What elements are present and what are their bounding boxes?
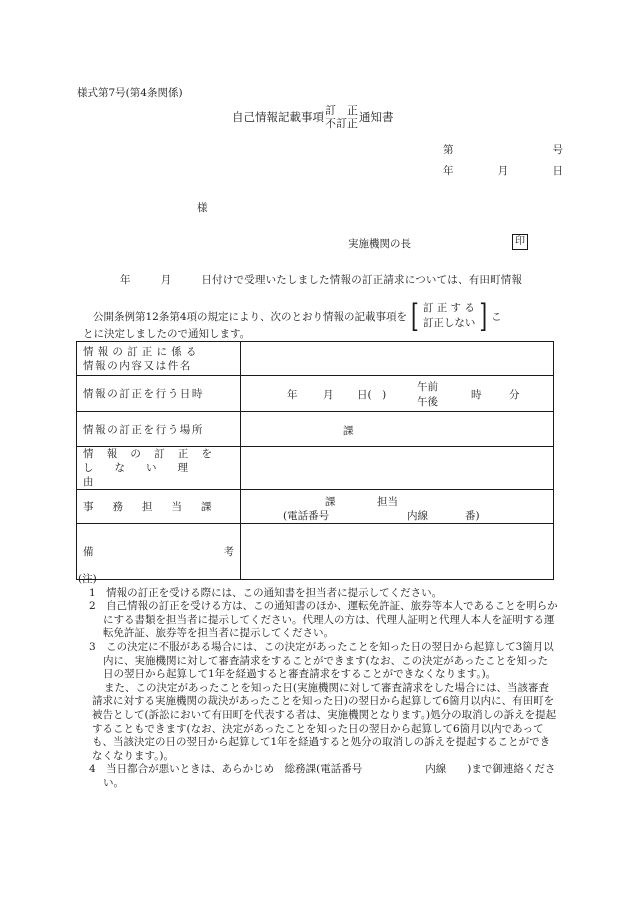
table-row-remarks xyxy=(77,524,554,580)
contact-number: 番) xyxy=(465,510,480,522)
table-row-reason xyxy=(77,447,554,490)
body-line-3: とに決定しましたので通知します。 xyxy=(83,328,251,340)
label-subject xyxy=(77,342,241,376)
label-remarks-2: 考 xyxy=(223,546,234,558)
date-year: 年 xyxy=(443,165,454,177)
form-number: 様式第7号(第4条関係) xyxy=(77,87,183,99)
issuer: 実施機関の長 xyxy=(348,238,411,250)
body-line2-suffix: こ xyxy=(491,310,502,323)
contact-person: 担当 xyxy=(377,496,398,508)
value-place[interactable] xyxy=(241,412,554,447)
body-month: 月 xyxy=(160,274,172,286)
label-remarks xyxy=(77,524,241,580)
notes-section xyxy=(78,573,558,791)
document-title xyxy=(232,104,394,130)
datetime-day: 日( ) xyxy=(357,389,387,401)
contact-section: 課 xyxy=(325,496,336,508)
label-reason-line2: しない理由 xyxy=(83,462,209,488)
label-reason-line1: 情報の訂正を xyxy=(83,448,226,460)
label-remarks-text xyxy=(83,544,234,559)
label-datetime-text: 情報の訂正を行う日時 xyxy=(83,388,204,400)
body-year: 年 xyxy=(120,274,131,286)
seal-mark: 印 xyxy=(512,234,528,250)
value-remarks[interactable] xyxy=(241,524,554,580)
label-place xyxy=(77,412,241,447)
title-option-correct: 訂 正 xyxy=(325,104,358,117)
notes-heading: (注) xyxy=(78,573,97,585)
value-datetime[interactable] xyxy=(241,376,554,412)
label-contact xyxy=(77,490,241,524)
title-options xyxy=(325,104,358,130)
datetime-hour: 時 xyxy=(471,389,482,401)
note-2: 2 自己情報の訂正を受ける方は、この通知書のほか、運転免許証、旅券等本人であることを明らかにする書類を担当者に提示してください。代理人の方は、代理人証明と代理人本人を証明する運転免許証、旅券等を担当者に提示してください。 xyxy=(89,600,558,640)
table-row-subject xyxy=(77,342,554,376)
date-day: 日 xyxy=(552,165,563,177)
document-date xyxy=(443,163,563,178)
body-line2-prefix: 公開条例第12条第4項の規定により、次のとおり情報の記載事項を xyxy=(93,310,408,323)
label-place-text: 情報の訂正を行う場所 xyxy=(83,423,204,436)
number-label-dai: 第 xyxy=(443,144,454,156)
decision-options xyxy=(423,301,476,331)
option-not-correct: 訂正しない xyxy=(422,317,476,329)
note-3: 3 この決定に不服がある場合には、この決定があったことを知った日の翌日から起算して3箇月以内に、実施機関に対して審査請求をすることができます(なお、この決定があったことを知った日の翌日から起算して1年を経過すると審査請求をすることができなくなります。)。 xyxy=(89,640,554,681)
label-contact-text: 事務担当課 xyxy=(83,501,231,513)
bracket-right: ] xyxy=(479,296,488,336)
place-section: 課 xyxy=(343,425,354,437)
label-subject-line1: 情報の訂正に係る xyxy=(83,345,201,358)
addressee-suffix: 様 xyxy=(197,202,208,214)
note-4: 4 当日都合が悪いときは、あらかじめ 総務課(電話番号 内線 )まで御連絡ください。 xyxy=(89,763,556,789)
label-remarks-1: 備 xyxy=(83,546,94,558)
title-suffix: 通知書 xyxy=(359,110,394,124)
body-line1-rest: 日付けで受理いたしました情報の訂正請求については、有田町情報 xyxy=(201,274,523,286)
option-correct: 訂 正 す る xyxy=(422,302,475,314)
number-label-go: 号 xyxy=(552,144,563,156)
value-contact[interactable] xyxy=(241,490,554,524)
note-3b: また、この決定があったことを知った日(実施機関に対して審査請求をした場合には、当該審査請求に対する実施機関の裁決があったことを知った日)の翌日から起算して6箇月以内に、有田町を被告として(訴訟において有田町を代表する者は、実施機関となります。)処分の取消しの訴えを提起することもできます(なお、決定があったことを知った日の翌日から起算して6箇月以内であっても、当該決定の日の翌日から起算して1年を経過すると処分の取消しの訴えを提起することができなくなります。)。 xyxy=(92,681,557,762)
note-1: 1 情報の訂正を受ける際には、この通知書を担当者に提示してください。 xyxy=(89,586,443,599)
table-row-contact xyxy=(77,490,554,524)
datetime-month: 月 xyxy=(323,389,334,401)
document-number xyxy=(443,142,563,157)
details-table xyxy=(76,341,554,580)
label-subject-line2: 情報の内容又は件名 xyxy=(83,359,192,372)
title-prefix: 自己情報記載事項 xyxy=(232,110,324,124)
datetime-minute: 分 xyxy=(509,389,520,401)
title-option-not-correct: 不訂正 xyxy=(325,117,358,130)
label-reason xyxy=(77,447,241,490)
value-reason[interactable] xyxy=(241,447,554,490)
table-row-datetime xyxy=(77,376,554,412)
label-datetime xyxy=(77,376,241,412)
datetime-am: 午前 xyxy=(417,381,438,393)
date-month: 月 xyxy=(497,165,509,177)
datetime-pm: 午後 xyxy=(417,396,438,408)
datetime-year: 年 xyxy=(287,389,298,401)
contact-phone: (電話番号 xyxy=(283,510,330,522)
value-subject[interactable] xyxy=(241,342,554,376)
table-row-place xyxy=(77,412,554,447)
body-line-1 xyxy=(120,272,522,287)
contact-extension: 内線 xyxy=(407,510,428,522)
bracket-left: [ xyxy=(411,296,419,336)
